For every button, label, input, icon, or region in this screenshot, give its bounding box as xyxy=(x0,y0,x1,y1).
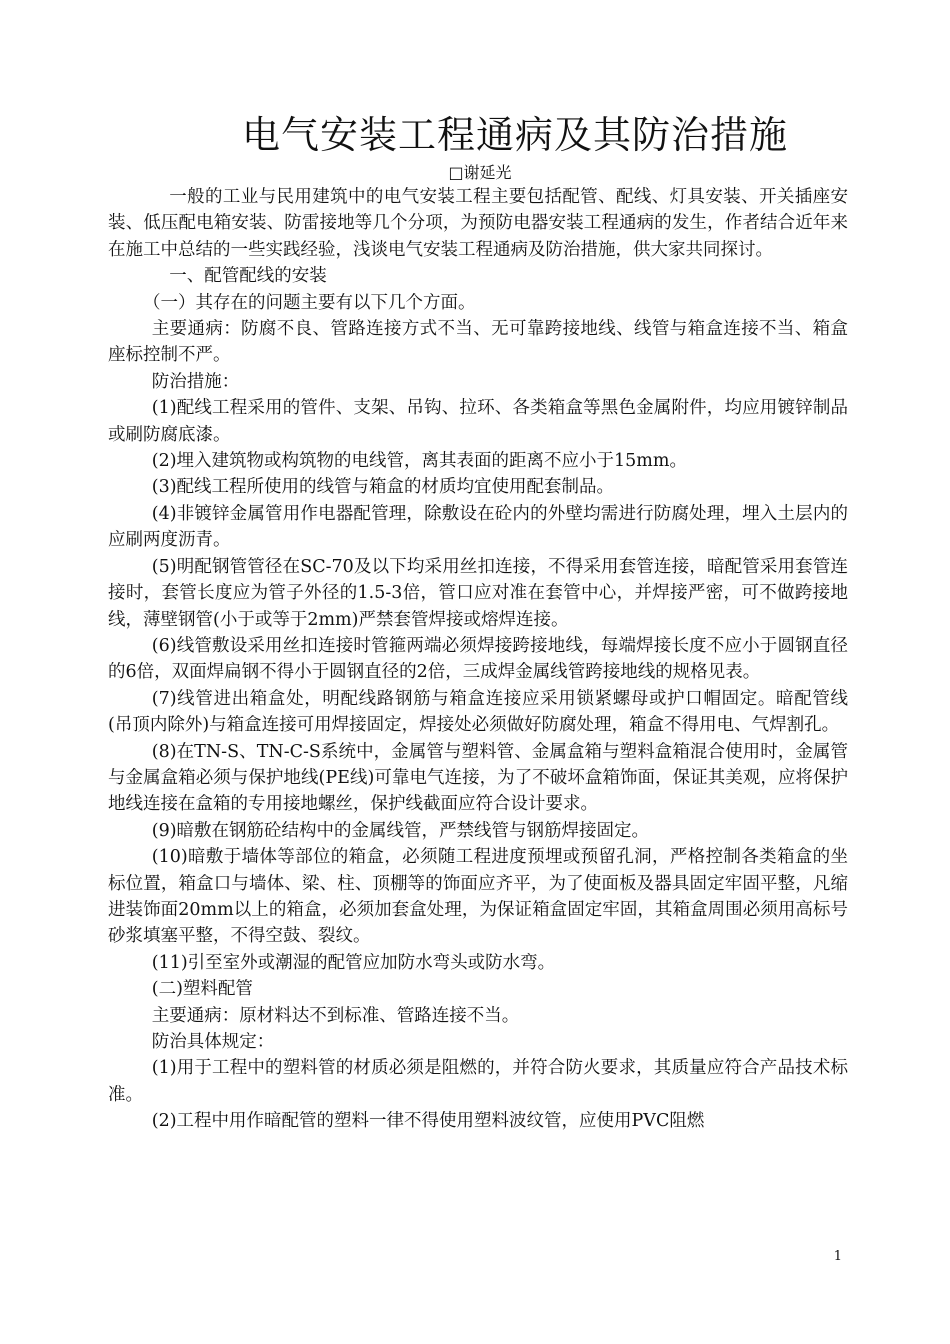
paragraph-item-10: (10)暗敷于墙体等部位的箱盒，必须随工程进度预埋或预留孔洞，严格控制各类箱盒的坐标位置，箱盒口与墙体、梁、柱、顶棚等的饰面应齐平，为了使面板及器具固定牢固平整，凡缩进装饰面20mm以上的箱盒，必须加套盒处理，为保证箱盒固定牢固，其箱盒周围必须用高标号砂浆填塞平整，不得空鼓、裂纹。 xyxy=(108,847,848,947)
subsection-heading-2: (二)塑料配管 xyxy=(151,979,253,1000)
paragraph-item-1: (1)配线工程采用的管件、支架、吊钩、拉环、各类箱盒等黑色金属附件，均应用镀锌制品或刷防腐底漆。 xyxy=(108,398,848,445)
paragraph-item-6: (6)线管敷设采用丝扣连接时管箍两端必须焊接跨接地线，每端焊接长度不应小于圆钢直径的6倍，双面焊扁钢不得小于圆钢直径的2倍，三成焊金属线管跨接地线的规格见表。 xyxy=(108,635,848,683)
subsection-heading-1: （一）其存在的问题主要有以下几个方面。 xyxy=(143,292,476,313)
paragraph-item-2: (2)埋入建筑物或构筑物的电线管，离其表面的距离不应小于15mm。 xyxy=(151,451,687,472)
paragraph-plastic-item-1: (1)用于工程中的塑料管的材质必须是阻燃的，并符合防火要求，其质量应符合产品技术标准。 xyxy=(108,1058,848,1105)
paragraph-item-11: (11)引至室外或潮湿的配管应加防水弯头或防水弯。 xyxy=(151,952,556,973)
document-body xyxy=(108,184,848,1135)
document-title: 电气安装工程通病及其防治措施 xyxy=(241,113,788,157)
paragraph-plastic-problems: 主要通病：原材料达不到标准、管路连接不当。 xyxy=(151,1005,520,1026)
paragraph-plastic-rules-label: 防治具体规定： xyxy=(151,1032,275,1052)
author-line: □谢延光 xyxy=(448,163,512,182)
paragraph-item-4: (4)非镀锌金属管用作电器配管理，除敷设在砼内的外壁均需进行防腐处理，埋入土层内的应刷两度沥青。 xyxy=(108,503,848,551)
paragraph-measures-label: 防治措施： xyxy=(151,371,240,392)
paragraph-item-7: (7)线管进出箱盒处，明配线路钢筋与箱盒连接应采用锁紧螺母或护口帽固定。暗配管线(吊顶内除外)与箱盒连接可用焊接固定，焊接处必须做好防腐处理，箱盒不得用电、气焊割孔。 xyxy=(108,688,848,736)
paragraph-item-9: (9)暗敷在钢筋砼结构中的金属线管，严禁线管与钢筋焊接固定。 xyxy=(151,820,650,841)
paragraph-intro: 一般的工业与民用建筑中的电气安装工程主要包括配管、配线、灯具安装、开关插座安装、低压配电箱安装、防雷接地等几个分项，为预防电器安装工程通病的发生，作者结合近年来在施工中总结的一些实践经验，浅谈电气安装工程通病及防治措施，供大家共同探讨。 xyxy=(108,187,848,260)
paragraph-plastic-item-2: (2)工程中用作暗配管的塑料一律不得使用塑料波纹管，应使用PVC阻燃 xyxy=(151,1111,705,1132)
paragraph-item-3: (3)配线工程所使用的线管与箱盒的材质均宜使用配套制品。 xyxy=(151,477,615,498)
section-heading-1: 一、配管配线的安装 xyxy=(169,266,327,287)
paragraph-common-problems: 主要通病：防腐不良、管路连接方式不当、无可靠跨接地线、线管与箱盒连接不当、箱盒座标控制不严。 xyxy=(108,319,848,366)
paragraph-item-8: (8)在TN-S、TN-C-S系统中，金属管与塑料管、金属盒箱与塑料盒箱混合使用时，金属管与金属盒箱必须与保护地线(PE线)可靠电气连接，为了不破坏盒箱饰面，保证其美观，应将保护地线连接在盒箱的专用接地螺丝，保护线截面应符合设计要求。 xyxy=(108,741,848,815)
paragraph-item-5: (5)明配钢管管径在SC-70及以下均采用丝扣连接，不得采用套管连接，暗配管采用套管连接时，套管长度应为管子外径的1.5-3倍，管口应对准在套管中心，并焊接严密，可不做跨接地线，薄壁钢管(小于或等于2mm)严禁套管焊接或熔焊连接。 xyxy=(108,556,848,630)
page-number: 1 xyxy=(833,1249,842,1264)
